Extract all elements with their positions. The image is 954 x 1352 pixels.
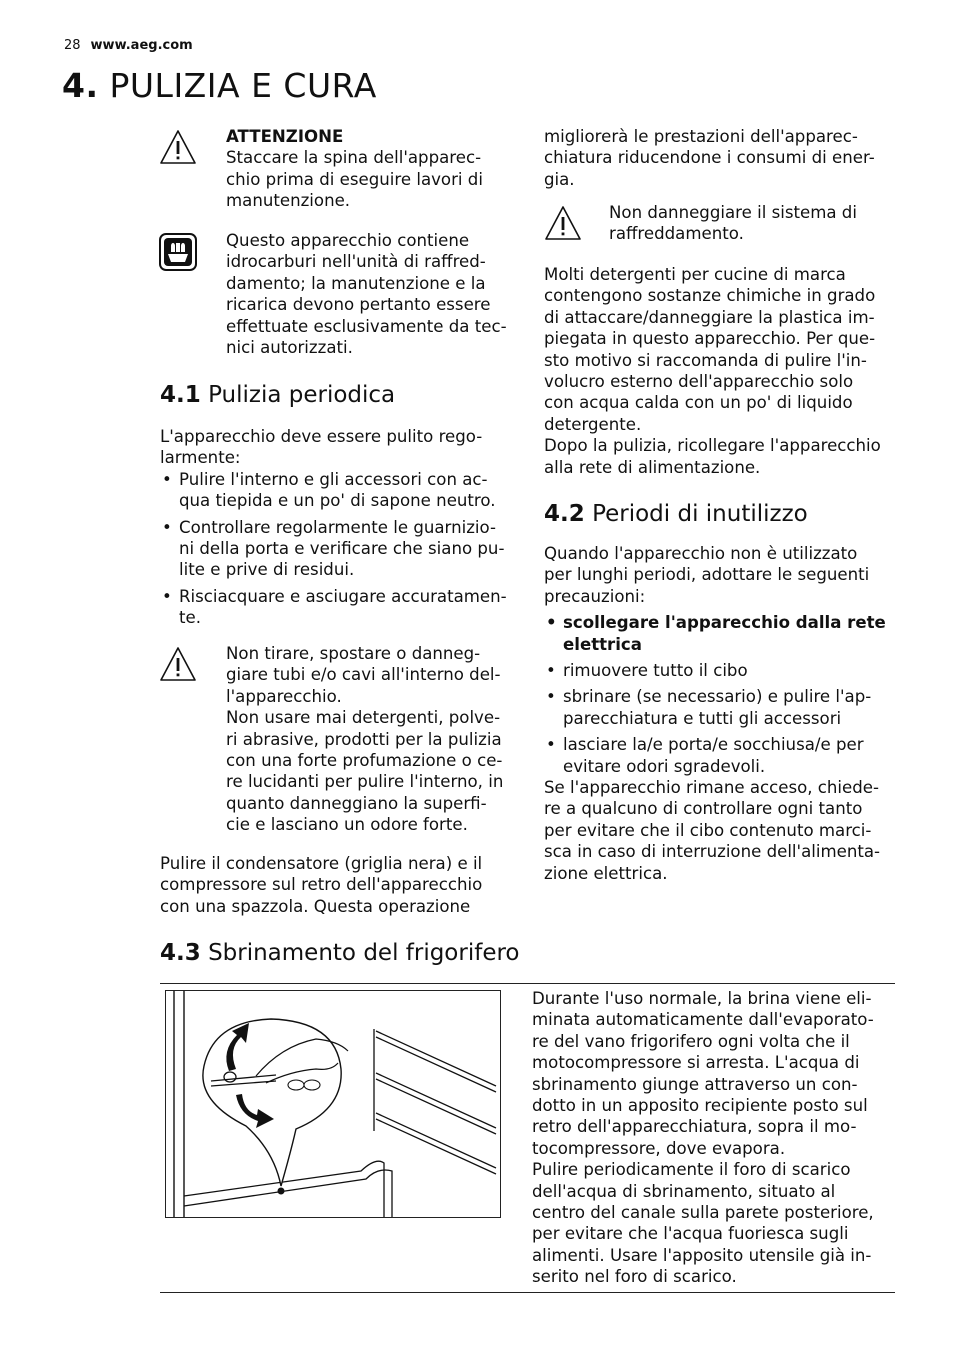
bullet-list bbox=[160, 469, 520, 629]
bullet-list bbox=[544, 612, 904, 777]
text-line: • Risciacquare e asciugare accuratamen- bbox=[179, 586, 507, 606]
text-line: elettrica bbox=[563, 634, 642, 654]
text-line: Durante l'uso normale, la brina viene eli- bbox=[532, 989, 872, 1008]
text-line: Dopo la pulizia, ricollegare l'apparecchio bbox=[544, 436, 881, 456]
text-line: retro dell'apparecchiatura, sopra il mo- bbox=[532, 1117, 857, 1137]
text-line: piegata in questo apparecchio. Per que- bbox=[544, 329, 876, 349]
condenser-paragraph bbox=[160, 853, 520, 917]
chapter-title: PULIZIA E CURA bbox=[109, 66, 377, 105]
text-line: nici autorizzati. bbox=[226, 338, 353, 358]
text-line: • rimuovere tutto il cibo bbox=[563, 661, 748, 681]
page-number: 28 bbox=[64, 38, 81, 53]
text-line: centro del canale sulla parete posteriore, bbox=[532, 1203, 874, 1223]
warning-cooling-block bbox=[609, 202, 899, 245]
section-4-2-body bbox=[544, 543, 904, 884]
list-item bbox=[544, 660, 904, 681]
text-line: • sbrinare (se necessario) e pulire l'ap- bbox=[563, 687, 872, 707]
list-item bbox=[544, 734, 904, 777]
text-line: ri abrasive, prodotti per la pulizia bbox=[226, 729, 502, 749]
section-4-1-body bbox=[160, 426, 520, 634]
section-title: Sbrinamento del frigorifero bbox=[208, 940, 520, 966]
text-line: raffreddamento. bbox=[609, 224, 744, 244]
text-line: te. bbox=[179, 608, 201, 628]
text-line: zione elettrica. bbox=[544, 863, 668, 883]
section-number: 4.1 bbox=[160, 382, 201, 408]
warning-attention-block bbox=[226, 126, 516, 212]
text-line: idrocarburi nell'unità di raffred- bbox=[226, 252, 486, 272]
section-title: Periodi di inutilizzo bbox=[592, 501, 808, 527]
text-line: re lucidanti per pulire l'interno, in bbox=[226, 772, 504, 792]
text-line: damento; la manutenzione e la bbox=[226, 273, 486, 293]
text-line: alla rete di alimentazione. bbox=[544, 457, 761, 477]
text-line: quanto danneggiano la superfi- bbox=[226, 793, 487, 813]
chapter-number: 4. bbox=[62, 66, 99, 105]
divider-top bbox=[160, 983, 895, 984]
text-line: cie e lasciano un odore forte. bbox=[226, 815, 468, 835]
section-heading-4-3 bbox=[160, 940, 520, 966]
warning-icon bbox=[158, 128, 198, 168]
text-line: gia. bbox=[544, 169, 575, 189]
section-heading-4-2 bbox=[544, 501, 808, 527]
environment-block bbox=[226, 230, 516, 358]
text-line: serito nel foro di scarico. bbox=[532, 1267, 737, 1287]
continuation-paragraph bbox=[544, 126, 904, 190]
text-line: parecchiatura e tutti gli accessori bbox=[563, 708, 842, 728]
text-line: Quando l'apparecchio non è utilizzato bbox=[544, 544, 858, 563]
detergents-paragraph bbox=[544, 264, 904, 478]
text-line: per lunghi periodi, adottare le seguenti bbox=[544, 565, 870, 585]
text-line: Staccare la spina dell'apparec- bbox=[226, 148, 482, 168]
text-line: • Controllare regolarmente le guarnizio- bbox=[179, 517, 496, 537]
warning-icon bbox=[543, 204, 583, 244]
page-title bbox=[62, 66, 377, 105]
page-header bbox=[64, 38, 193, 53]
text-line: • Pulire l'interno e gli accessori con ac- bbox=[179, 469, 488, 489]
text-line: sca in caso di interruzione dell'alimenta- bbox=[544, 842, 881, 862]
list-item bbox=[160, 469, 520, 512]
text-line: sto motivo si raccomanda di pulire l'in- bbox=[544, 350, 867, 370]
warning-cleaning-block bbox=[226, 643, 516, 836]
text-line: Molti detergenti per cucine di marca bbox=[544, 265, 846, 284]
text-line: chio prima di eseguire lavori di bbox=[226, 169, 483, 189]
text-line: Non usare mai detergenti, polve- bbox=[226, 708, 501, 728]
text-line: larmente: bbox=[160, 448, 241, 468]
text-line: chiatura riducendone i consumi di ener- bbox=[544, 148, 875, 168]
text-line: effettuate esclusivamente da tec- bbox=[226, 316, 507, 336]
text-line: con acqua calda con un po' di liquido bbox=[544, 393, 853, 413]
list-item bbox=[160, 586, 520, 629]
text-line: l'apparecchio. bbox=[226, 686, 342, 706]
text-line: sbrinamento giunge attraverso un con- bbox=[532, 1074, 858, 1094]
environment-icon bbox=[158, 232, 198, 272]
text-line: dotto in un apposito recipiente posto sul bbox=[532, 1096, 868, 1116]
section-number: 4.2 bbox=[544, 501, 585, 527]
section-number: 4.3 bbox=[160, 940, 201, 966]
text-line: Pulire il condensatore (griglia nera) e il bbox=[160, 854, 483, 873]
text-line: • scollegare l'apparecchio dalla rete bbox=[563, 613, 886, 633]
text-line: alimenti. Usare l'apposito utensile già in- bbox=[532, 1245, 872, 1265]
text-line: • lasciare la/e porta/e socchiusa/e per bbox=[563, 735, 864, 755]
text-line: per evitare che il cibo contenuto marci- bbox=[544, 820, 872, 840]
defrost-drain-illustration bbox=[165, 990, 501, 1218]
warning-heading: ATTENZIONE bbox=[226, 127, 344, 146]
text-line: precauzioni: bbox=[544, 586, 646, 606]
text-line: detergente. bbox=[544, 414, 642, 434]
section-title: Pulizia periodica bbox=[208, 382, 396, 408]
text-line: con una spazzola. Questa operazione bbox=[160, 896, 471, 916]
text-line: Se l'apparecchio rimane acceso, chiede- bbox=[544, 778, 879, 798]
text-line: ricarica devono pertanto essere bbox=[226, 295, 491, 315]
text-line: minata automaticamente dall'evaporato- bbox=[532, 1010, 874, 1030]
text-line: migliorerà le prestazioni dell'apparec- bbox=[544, 127, 858, 146]
text-line: Non danneggiare il sistema di bbox=[609, 203, 857, 222]
header-url[interactable]: www.aeg.com bbox=[90, 38, 193, 53]
text-line: tocompressore, dove evapora. bbox=[532, 1138, 786, 1158]
list-item bbox=[544, 612, 904, 655]
list-item bbox=[160, 517, 520, 581]
text-line: qua tiepida e un po' di sapone neutro. bbox=[179, 491, 496, 511]
text-line: re a qualcuno di controllare ogni tanto bbox=[544, 799, 863, 819]
text-line: re del vano frigorifero ogni volta che il bbox=[532, 1031, 850, 1051]
warning-icon bbox=[158, 645, 198, 685]
text-line: evitare odori sgradevoli. bbox=[563, 756, 766, 776]
text-line: manutenzione. bbox=[226, 191, 351, 211]
text-line: Questo apparecchio contiene bbox=[226, 231, 470, 250]
divider-bottom bbox=[160, 1292, 895, 1293]
text-line: ni della porta e verificare che siano pu- bbox=[179, 539, 505, 559]
text-line: giare tubi e/o cavi all'interno del- bbox=[226, 665, 501, 685]
text-line: Pulire periodicamente il foro di scarico bbox=[532, 1160, 851, 1180]
text-line: motocompressore si arresta. L'acqua di bbox=[532, 1053, 860, 1073]
text-line: lite e prive di residui. bbox=[179, 560, 355, 580]
text-line: L'apparecchio deve essere pulito rego- bbox=[160, 427, 483, 446]
text-line: di attaccare/danneggiare la plastica im- bbox=[544, 307, 875, 327]
text-line: per evitare che l'acqua fuoriesca sugli bbox=[532, 1224, 849, 1244]
section-heading-4-1 bbox=[160, 382, 395, 408]
text-line: dell'acqua di sbrinamento, situato al bbox=[532, 1181, 836, 1201]
text-line: con una forte profumazione o ce- bbox=[226, 751, 503, 771]
text-line: volucro esterno dell'apparecchio solo bbox=[544, 372, 854, 392]
list-item bbox=[544, 686, 904, 729]
text-line: Non tirare, spostare o danneg- bbox=[226, 644, 481, 663]
section-4-3-body bbox=[532, 988, 894, 1288]
text-line: contengono sostanze chimiche in grado bbox=[544, 286, 876, 306]
text-line: compressore sul retro dell'apparecchio bbox=[160, 875, 483, 895]
